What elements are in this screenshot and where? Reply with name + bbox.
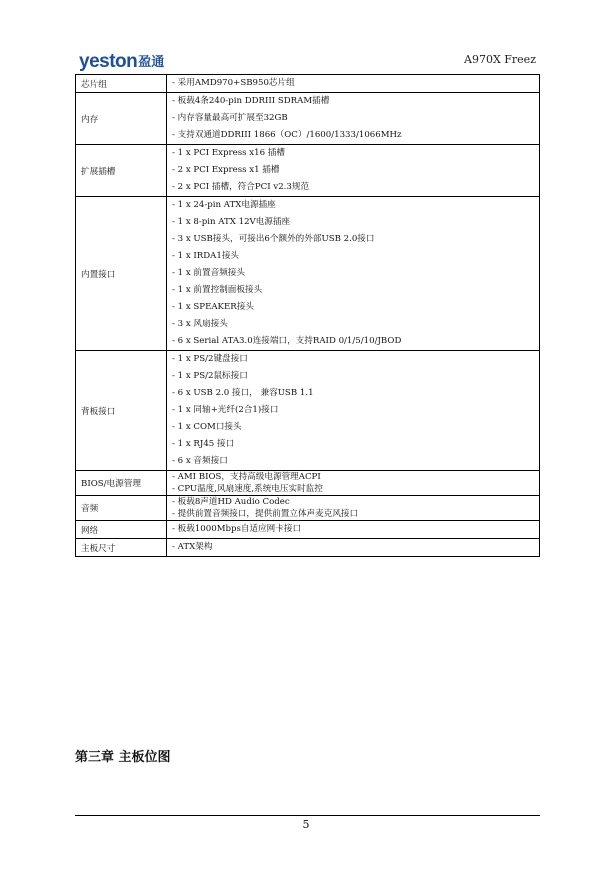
spec-value bbox=[167, 471, 540, 496]
spec-row bbox=[76, 471, 540, 496]
spec-line: - 6 x 音频接口 bbox=[172, 456, 228, 466]
spec-label: 背板接口 bbox=[76, 351, 167, 471]
spec-line: - 1 x 同轴+光纤(2合1)接口 bbox=[172, 405, 279, 415]
spec-line: - 支持双通道DDRIII 1866（OC）/1600/1333/1066MHz bbox=[172, 130, 402, 140]
spec-line: - 内存容量最高可扩展至32GB bbox=[172, 113, 288, 123]
spec-line: - 1 x 24-pin ATX电源插座 bbox=[172, 200, 276, 210]
spec-value bbox=[167, 93, 540, 145]
spec-row bbox=[76, 351, 540, 471]
spec-label: 芯片组 bbox=[76, 75, 167, 93]
spec-row bbox=[76, 93, 540, 145]
logo-cjk-text: 盈通 bbox=[138, 55, 165, 70]
spec-line: - 采用AMD970+SB950芯片组 bbox=[172, 78, 295, 88]
spec-line: - 板载1000Mbps自适应网卡接口 bbox=[172, 524, 302, 534]
spec-row bbox=[76, 197, 540, 351]
spec-value bbox=[167, 197, 540, 351]
yeston-logo bbox=[79, 51, 164, 73]
spec-value bbox=[167, 539, 540, 557]
spec-value bbox=[167, 75, 540, 93]
spec-label: 主板尺寸 bbox=[76, 539, 167, 557]
spec-label: 内存 bbox=[76, 93, 167, 145]
spec-label: 扩展插槽 bbox=[76, 145, 167, 197]
spec-line: - 1 x 8-pin ATX 12V电源插座 bbox=[172, 217, 291, 227]
page-header bbox=[75, 50, 540, 75]
spec-line: - 3 x USB接头，可接出6个额外的外部USB 2.0接口 bbox=[172, 234, 375, 244]
spec-row bbox=[76, 521, 540, 539]
spec-value bbox=[167, 145, 540, 197]
spec-line: - 1 x 前置控制面板接头 bbox=[172, 285, 263, 295]
spec-line: - 1 x COM口接头 bbox=[172, 422, 242, 432]
spec-line: - 1 x PCI Express x16 插槽 bbox=[172, 148, 285, 158]
spec-row bbox=[76, 539, 540, 557]
spec-line: - 1 x PS/2鼠标接口 bbox=[172, 371, 248, 381]
spec-line: - ATX架构 bbox=[172, 542, 213, 552]
spec-line: - 2 x PCI 插槽，符合PCI v2.3规范 bbox=[172, 182, 310, 192]
spec-label: 音频 bbox=[76, 496, 167, 521]
spec-row bbox=[76, 496, 540, 521]
spec-line: - 3 x 风扇接头 bbox=[172, 319, 228, 329]
spec-line: - AMI BIOS，支持高级电源管理ACPI bbox=[172, 472, 321, 482]
spec-label: BIOS/电源管理 bbox=[76, 471, 167, 496]
spec-row bbox=[76, 75, 540, 93]
spec-label: 内置接口 bbox=[76, 197, 167, 351]
spec-line: - 板载4条240-pin DDRIII SDRAM插槽 bbox=[172, 96, 330, 106]
spec-line: - CPU温度,风扇速度,系统电压实时监控 bbox=[172, 484, 323, 494]
spec-line: - 1 x PS/2键盘接口 bbox=[172, 354, 248, 364]
page-number: 5 bbox=[302, 818, 310, 831]
spec-line: - 6 x USB 2.0 接口， 兼容USB 1.1 bbox=[172, 388, 314, 398]
spec-line: - 6 x Serial ATA3.0连接端口，支持RAID 0/1/5/10/JBOD bbox=[172, 336, 402, 346]
spec-line: - 1 x IRDA1接头 bbox=[172, 251, 240, 261]
logo-latin-text: yeston bbox=[79, 51, 138, 72]
model-name: A970X Freez bbox=[464, 53, 536, 66]
spec-line: - 提供前置音频接口，提供前置立体声麦克风接口 bbox=[172, 509, 359, 519]
spec-row bbox=[76, 145, 540, 197]
chapter-title: 第三章 主板位图 bbox=[75, 750, 171, 765]
spec-line: - 板载8声道HD Audio Codec bbox=[172, 497, 290, 507]
spec-label: 网络 bbox=[76, 521, 167, 539]
spec-line: - 1 x RJ45 接口 bbox=[172, 439, 235, 449]
spec-table bbox=[75, 74, 540, 557]
footer-rule bbox=[75, 815, 540, 816]
spec-line: - 1 x SPEAKER接头 bbox=[172, 302, 254, 312]
spec-value bbox=[167, 496, 540, 521]
spec-value bbox=[167, 351, 540, 471]
spec-line: - 2 x PCI Express x1 插槽 bbox=[172, 165, 280, 175]
spec-value bbox=[167, 521, 540, 539]
spec-line: - 1 x 前置音频接头 bbox=[172, 268, 245, 278]
